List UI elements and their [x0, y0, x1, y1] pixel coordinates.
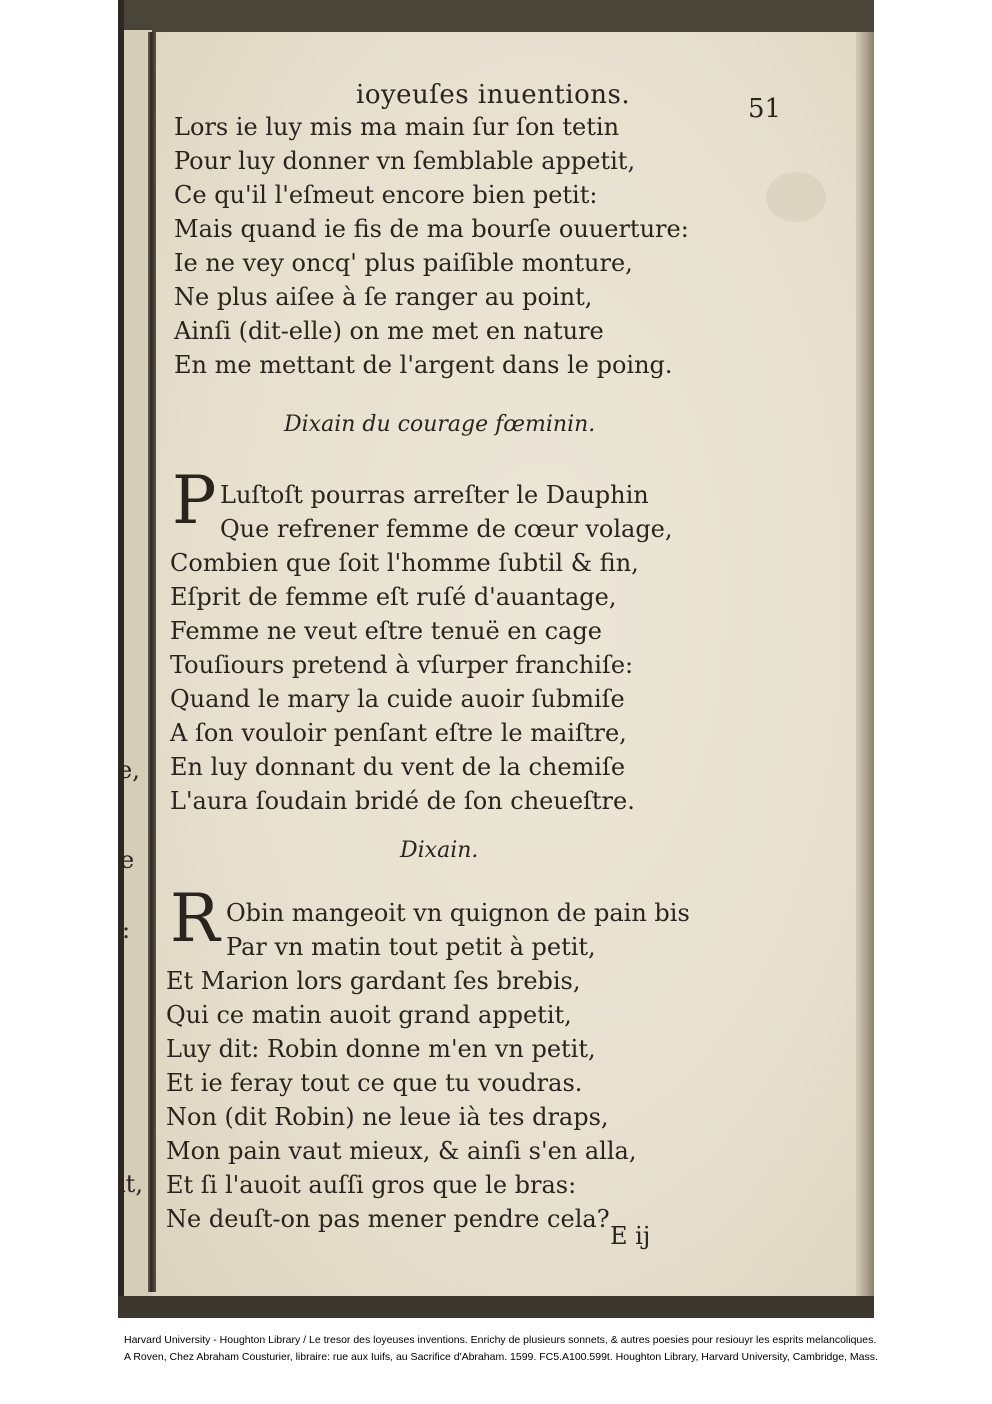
- verse-line: En me mettant de l'argent dans le poing.: [174, 351, 673, 379]
- verse-line: Et ſi l'auoit auſſi gros que le bras:: [166, 1171, 577, 1199]
- verse-line: Ie ne vey oncq' plus paiſible monture,: [174, 249, 633, 277]
- verse-line: Que refrener femme de cœur volage,: [220, 515, 673, 543]
- running-head: ioyeuſes inuentions.: [356, 80, 631, 110]
- poem-1: [174, 110, 814, 382]
- image-caption: [124, 1332, 884, 1366]
- poem-title: Dixain.: [400, 838, 479, 863]
- caption-line: A Roven, Chez Abraham Cousturier, libraire: rue aux Iuifs, au Sacrifice d'Abraham. 1599. FC5.A100.599t. Houghton Library, Harvard University, Cambridge, Mass.: [124, 1351, 878, 1363]
- verse-line: Et Marion lors gardant ſes brebis,: [166, 967, 581, 995]
- margin-fragment: :: [122, 916, 131, 944]
- verse-line: Lors ie luy mis ma main ſur ſon tetin: [174, 113, 620, 141]
- verse-line: Et ie feray tout ce que tu voudras.: [166, 1069, 583, 1097]
- margin-fragment: e: [120, 846, 135, 874]
- verse-line: Combien que ſoit l'homme ſubtil & fin,: [170, 549, 639, 577]
- margin-fragment: e,: [118, 756, 140, 784]
- poem-2: [170, 546, 810, 818]
- verse-line: Ne plus aiſee à ſe ranger au point,: [174, 283, 593, 311]
- verse-line: Quand le mary la cuide auoir ſubmiſe: [170, 685, 625, 713]
- poem-title: Dixain du courage fœminin.: [284, 412, 596, 437]
- poem-3: [166, 964, 806, 1236]
- verse-line: Ce qu'il l'eſmeut encore bien petit:: [174, 181, 598, 209]
- verse-line: En luy donnant du vent de la chemiſe: [170, 753, 626, 781]
- book-scan: [118, 0, 874, 1318]
- verse-line: Par vn matin tout petit à petit,: [226, 933, 596, 961]
- verse-line: Obin mangeoit vn quignon de pain bis: [226, 899, 690, 927]
- verse-line: Non (dit Robin) ne leue ià tes draps,: [166, 1103, 609, 1131]
- verse-line: L'aura ſoudain bridé de ſon cheueſtre.: [170, 787, 635, 815]
- verse-line: A ſon vouloir penſant eſtre le maiſtre,: [170, 719, 627, 747]
- verse-line: Mon pain vaut mieux, & ainſi s'en alla,: [166, 1137, 637, 1165]
- drop-capital: P: [172, 462, 217, 539]
- poem-2-first-lines: [220, 478, 860, 546]
- caption-line: Harvard University - Houghton Library / Le tresor des loyeuses inventions. Enrichy de plusieurs sonnets, & autres poesies pour resiouyr les esprits melancoliques.: [124, 1334, 877, 1346]
- scan-top-edge: [118, 0, 874, 32]
- signature-mark: E ij: [610, 1222, 651, 1250]
- verse-line: Pour luy donner vn ſemblable appetit,: [174, 147, 636, 175]
- scan-bottom-edge: [118, 1296, 874, 1318]
- book-gutter: [148, 32, 156, 1292]
- verse-line: Qui ce matin auoit grand appetit,: [166, 1001, 572, 1029]
- verse-line: Femme ne veut eſtre tenuë en cage: [170, 617, 602, 645]
- page-number: 51: [748, 94, 782, 124]
- margin-fragment: it,: [118, 1170, 143, 1198]
- drop-capital: R: [170, 880, 220, 957]
- book-page: [156, 32, 856, 1296]
- verse-line: Luſtoſt pourras arreſter le Dauphin: [220, 481, 649, 509]
- verse-line: Eſprit de femme eſt ruſé d'auantage,: [170, 583, 617, 611]
- verse-line: Ainſi (dit-elle) on me met en nature: [174, 317, 604, 345]
- verse-line: Luy dit: Robin donne m'en vn petit,: [166, 1035, 596, 1063]
- poem-3-first-lines: [226, 896, 866, 964]
- verse-line: Touſiours pretend à vſurper franchiſe:: [170, 651, 634, 679]
- verse-line: Ne deuſt-on pas mener pendre cela?: [166, 1205, 610, 1233]
- verse-line: Mais quand ie fis de ma bourſe ouuerture:: [174, 215, 689, 243]
